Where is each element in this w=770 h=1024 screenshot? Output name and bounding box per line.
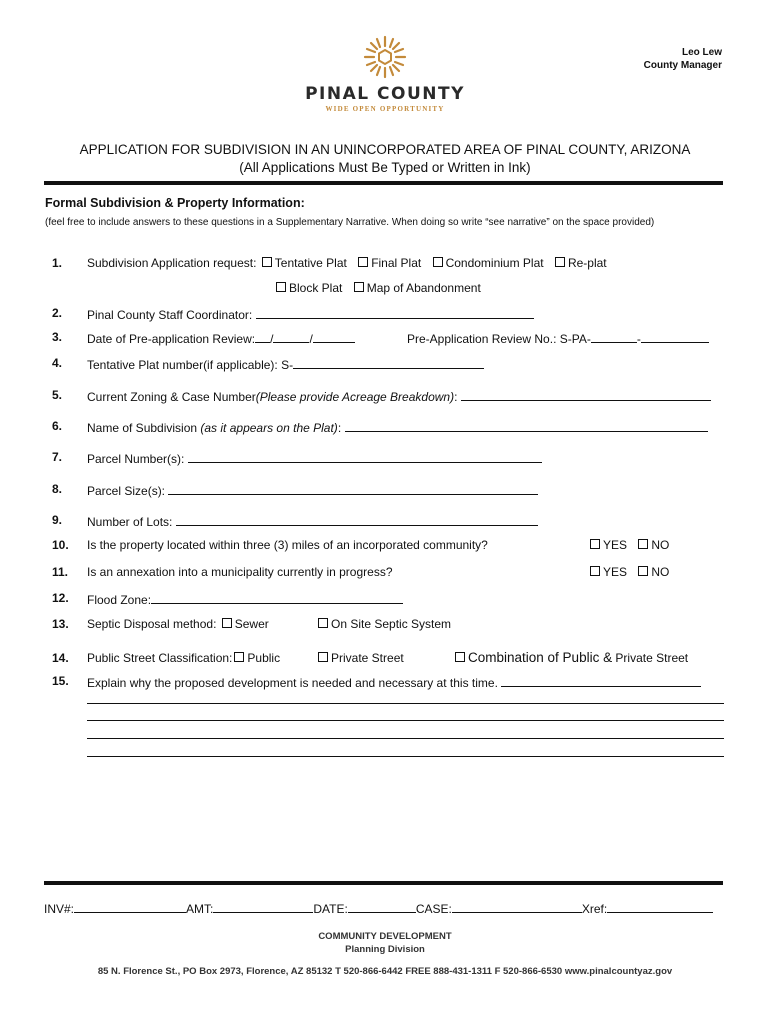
case-label: CASE: [415,902,452,916]
footer-dept: COMMUNITY DEVELOPMENT [318,931,452,942]
current-zoning-field[interactable] [461,388,711,401]
pre-app-review-no-field-1[interactable] [591,330,637,343]
q3-number: 3. [52,330,63,344]
logo-tagline: WIDE OPEN OPPORTUNITY [325,105,445,113]
private-street-checkbox[interactable] [318,652,328,662]
public-street-checkbox[interactable] [234,652,244,662]
q6-row [87,419,708,435]
private-street-label: Private Street [331,651,404,665]
form-subtitle: (All Applications Must Be Typed or Written in Ink) [239,160,531,175]
q2-number: 2. [52,306,63,320]
block-plat-label: Block Plat [289,281,343,295]
section-heading: Formal Subdivision & Property Information: [45,196,305,210]
public-street-label: Public [247,651,281,665]
map-of-abandonment-label: Map of Abandonment [366,281,481,295]
q13-onsite [316,617,451,631]
q4-row [87,356,484,372]
combination-label-b: Private Street [615,651,689,665]
q6-italic: (as it appears on the Plat) [200,421,338,435]
q7-label: Parcel Number(s): [87,452,185,466]
q15-row [87,674,701,690]
manager-title: County Manager [643,60,722,71]
q11-label: Is an annexation into a municipality currently in progress? [87,565,393,579]
q15-label: Explain why the proposed development is needed and necessary at this time. [87,676,498,690]
q10-number: 10. [52,538,69,552]
amt-label: AMT: [186,902,214,916]
q1-label: Subdivision Application request: [87,256,257,270]
parcel-sizes-field[interactable] [168,482,538,495]
combination-label-a: Combination of Public & [468,650,613,665]
q12-row [87,591,403,607]
final-plat-label: Final Plat [371,256,422,270]
parcel-numbers-field[interactable] [188,450,542,463]
date-separator: / [270,332,274,346]
logo-text: PINAL COUNTY [305,84,465,104]
tentative-plat-checkbox[interactable] [262,257,272,267]
q9-label: Number of Lots: [87,515,173,529]
q11-no-label: NO [651,565,670,579]
final-plat-checkbox[interactable] [358,257,368,267]
q5-number: 5. [52,388,63,402]
manager-name: Leo Lew [681,47,722,58]
q7-row [87,450,542,466]
q6-number: 6. [52,419,63,433]
review-no-dash: - [636,332,641,346]
title-divider [44,181,723,185]
amt-field[interactable] [213,900,313,913]
explanation-field-line-1[interactable] [501,674,701,687]
staff-coordinator-field[interactable] [256,306,534,319]
q10-yes-checkbox[interactable] [590,539,600,549]
q12-label: Flood Zone: [87,593,152,607]
q13-number: 13. [52,617,69,631]
q9-row [87,513,538,529]
q15-number: 15. [52,674,69,688]
q4-number: 4. [52,356,63,370]
q2-row [87,306,534,322]
q10-label: Is the property located within three (3) miles of an incorporated community? [87,538,488,552]
q11-options [588,565,669,579]
pre-app-year-field[interactable] [313,330,355,343]
q14-combo [453,650,688,665]
sunburst-icon [361,34,409,80]
q10-yes-label: YES [603,538,628,552]
q8-label: Parcel Size(s): [87,484,166,498]
tentative-plat-label: Tentative Plat [274,256,347,270]
pre-app-month-field[interactable] [255,330,270,343]
q12-number: 12. [52,591,69,605]
re-plat-checkbox[interactable] [555,257,565,267]
explanation-field-line-3[interactable] [87,720,724,721]
pre-app-prefix: S-PA- [559,332,591,346]
q10-no-label: NO [651,538,670,552]
q11-yes-label: YES [603,565,628,579]
q5-colon: : [454,390,458,404]
explanation-field-line-2[interactable] [87,703,724,704]
q13-row [87,617,269,631]
q3-row [87,330,355,346]
inv-label: INV#: [44,902,75,916]
flood-zone-field[interactable] [151,591,403,604]
q11-no-checkbox[interactable] [638,566,648,576]
q14-label: Public Street Classification: [87,651,233,665]
q3-review-no [407,330,709,346]
q1-number: 1. [52,256,63,270]
number-of-lots-field[interactable] [176,513,538,526]
q14-row [87,651,280,665]
xref-label: Xref: [581,902,608,916]
pre-app-day-field[interactable] [273,330,309,343]
q2-label: Pinal County Staff Coordinator: [87,308,253,322]
office-divider [44,881,723,885]
map-of-abandonment-checkbox[interactable] [354,282,364,292]
section-note: (feel free to include answers to these questions in a Supplementary Narrative. When doing so write “see narrative” on the space provided) [45,217,655,228]
case-field[interactable] [452,900,582,913]
q13-label: Septic Disposal method: [87,617,217,631]
inv-field[interactable] [74,900,186,913]
q5-label: Current Zoning & Case Number [87,390,256,404]
q11-number: 11. [52,565,69,579]
county-logo [0,34,770,113]
footer-division: Planning Division [345,944,425,955]
sewer-checkbox[interactable] [222,618,232,628]
explanation-field-line-5[interactable] [87,756,724,757]
q14-private [316,651,404,665]
subdivision-name-field[interactable] [345,419,708,432]
pre-app-review-no-label: Pre-Application Review No.: [407,332,557,346]
q8-number: 8. [52,482,63,496]
q9-number: 9. [52,513,63,527]
tentative-plat-number-field[interactable] [293,356,484,369]
q11-yes-checkbox[interactable] [590,566,600,576]
office-use-row [44,900,724,916]
sewer-label: Sewer [234,617,269,631]
block-plat-checkbox[interactable] [276,282,286,292]
date-separator: / [309,332,313,346]
q10-options [588,538,669,552]
date-label: DATE: [313,902,348,916]
form-title: APPLICATION FOR SUBDIVISION IN AN UNINCORPORATED AREA OF PINAL COUNTY, ARIZONA [79,142,691,157]
onsite-septic-label: On Site Septic System [331,617,452,631]
explanation-field-line-4[interactable] [87,738,724,739]
q14-number: 14. [52,651,69,665]
q3-label: Date of Pre-application Review: [87,332,256,346]
q5-italic: (Please provide Acreage Breakdown) [255,390,455,404]
pre-app-review-no-field-2[interactable] [641,330,709,343]
q7-number: 7. [52,450,63,464]
condominium-plat-label: Condominium Plat [445,256,544,270]
q8-row [87,482,538,498]
xref-field[interactable] [607,900,713,913]
footer-address: 85 N. Florence St., PO Box 2973, Florence, AZ 85132 T 520-866-6442 FREE 888-431-1311 F 520-866-6530 www.pinalcountyaz.gov [97,966,673,977]
q10-no-checkbox[interactable] [638,539,648,549]
q6-colon: : [337,421,342,435]
re-plat-label: Re-plat [567,256,607,270]
onsite-septic-checkbox[interactable] [318,618,328,628]
combination-checkbox[interactable] [455,652,465,662]
date-field[interactable] [348,900,416,913]
q4-label: Tentative Plat number(if applicable): S- [87,358,294,372]
q1-row2 [274,281,481,295]
q5-row [87,388,711,404]
condominium-plat-checkbox[interactable] [433,257,443,267]
q6-label: Name of Subdivision [87,421,201,435]
q1-row [87,256,607,270]
